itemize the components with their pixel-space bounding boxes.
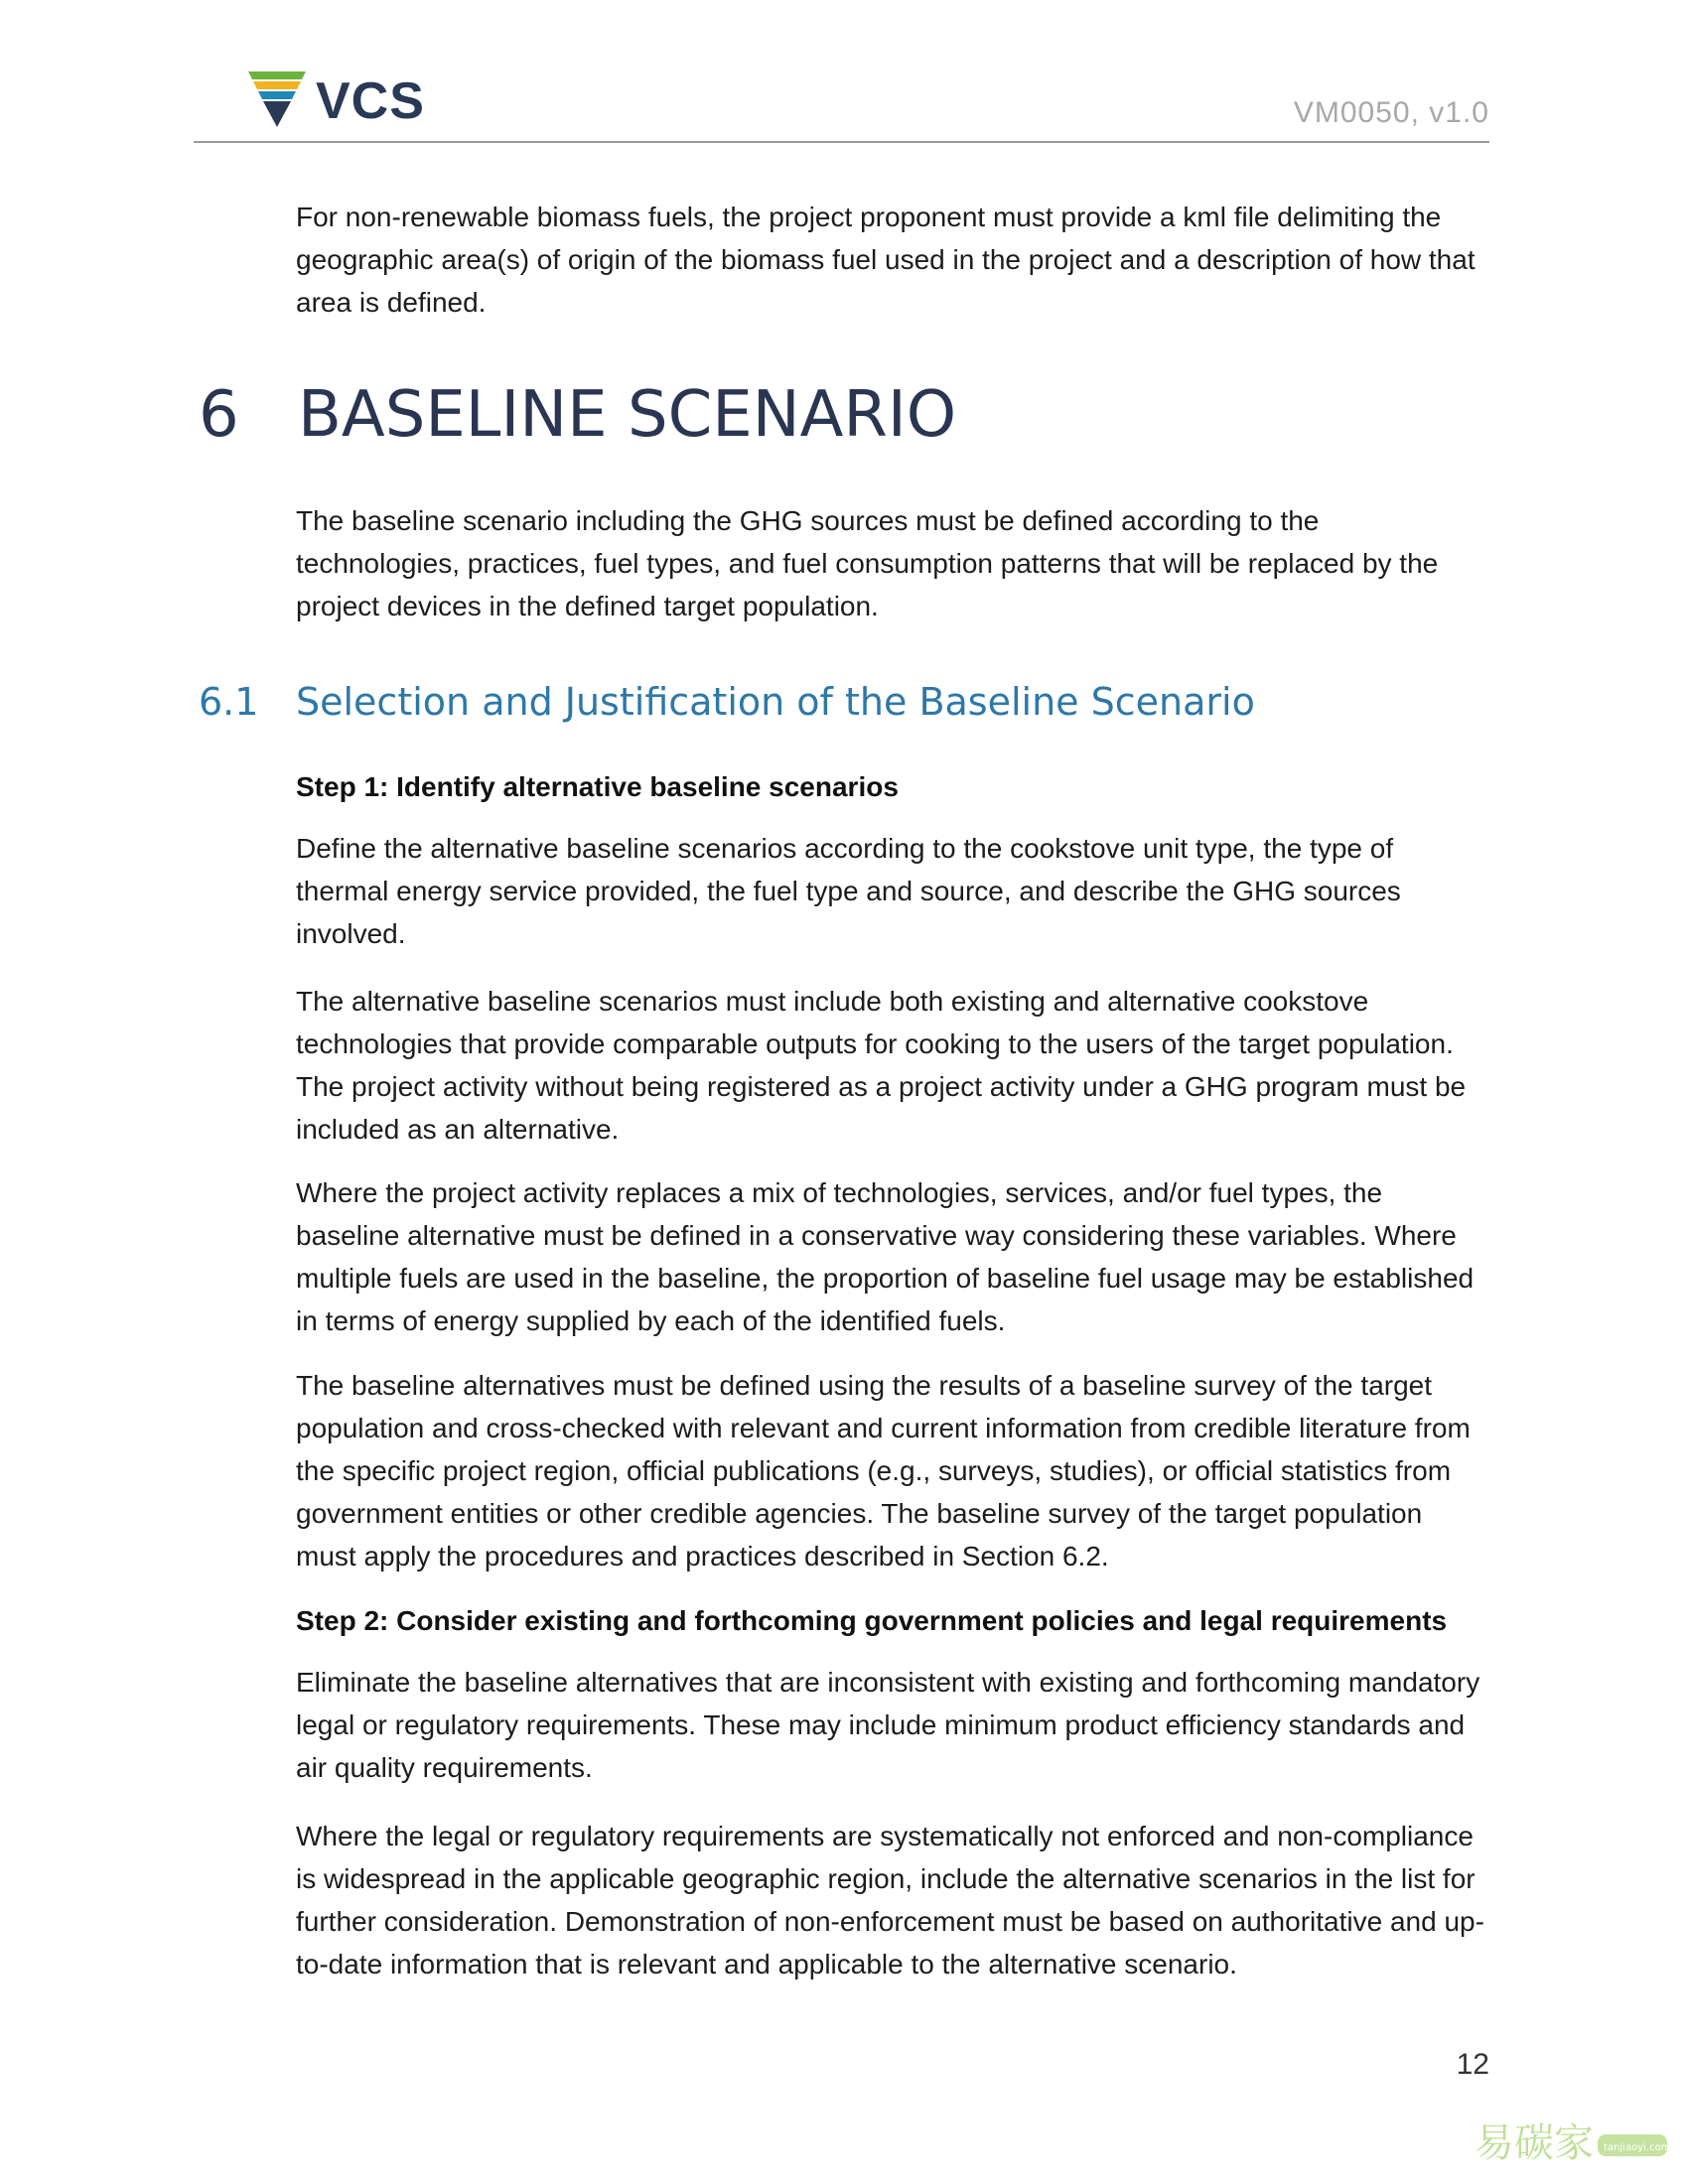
document-code: VM0050, v1.0: [1293, 96, 1489, 129]
logo-text: VCS: [316, 72, 425, 130]
step1-paragraph: The baseline alternatives must be defined using the results of a baseline survey of the target population and cross-checked with relevant and current information from credible literature from the specific project region, official publications (e.g., surveys, studies), or official statistics from government entities or other credible agencies. The baseline survey of the target population must apply the procedures and practices described in Section 6.2.: [296, 1370, 1471, 1571]
step1-heading-block: [296, 765, 1489, 808]
watermark-subtext: tanjiaoyi.com: [1604, 2142, 1671, 2153]
subsection-heading: [199, 677, 1255, 727]
intro-block: [296, 196, 1489, 324]
step2-heading: Step 2: Consider existing and forthcoming government policies and legal requirements: [296, 1605, 1448, 1636]
step2-p1-block: [296, 1661, 1489, 1789]
section-number: 6: [199, 378, 239, 452]
intro-paragraph: For non-renewable biomass fuels, the project proponent must provide a kml file delimiting the geographic area(s) of origin of the biomass fuel used in the project and a description of how that area is defined.: [296, 202, 1476, 318]
section-title: BASELINE SCENARIO: [298, 378, 957, 452]
step1-p2-block: [296, 980, 1489, 1151]
step1-paragraph: The alternative baseline scenarios must include both existing and alternative cookstove technologies that provide comparable outputs for cooking to the users of the target population. The project activity without being registered as a project activity under a GHG program must be included as an alternative.: [296, 986, 1467, 1145]
section-intro-block: [296, 499, 1489, 627]
watermark-logo: [1475, 2113, 1673, 2172]
step1-heading: Step 1: Identify alternative baseline scenarios: [296, 771, 899, 802]
vcs-logo-mark-icon: [248, 68, 310, 127]
step1-p3-block: [296, 1171, 1489, 1342]
page-header: [194, 62, 1489, 143]
subsection-title: Selection and Justification of the Baseline Scenario: [296, 680, 1255, 724]
page-number: 12: [1456, 2048, 1489, 2081]
step2-heading-block: [296, 1599, 1489, 1642]
step2-p2-block: [296, 1815, 1489, 1985]
watermark-text: 易碳家: [1475, 2120, 1594, 2166]
subsection-number: 6.1: [199, 680, 259, 724]
section-paragraph: The baseline scenario including the GHG sources must be defined according to the technologies, practices, fuel types, and fuel consumption patterns that will be replaced by the project devices in the defined target population.: [296, 505, 1439, 621]
vcs-logo: [248, 68, 437, 130]
section-heading: [199, 375, 956, 455]
step2-paragraph: Eliminate the baseline alternatives that are inconsistent with existing and forthcoming mandatory legal or regulatory requirements. These may include minimum product efficiency standards and air quality requirements.: [296, 1667, 1480, 1783]
step2-paragraph: Where the legal or regulatory requirements are systematically not enforced and non-compliance is widespread in the applicable geographic region, include the alternative scenarios in the list for further consideration. Demonstration of non-enforcement must be based on authoritative and up-to-date information that is relevant and applicable to the alternative scenario.: [296, 1821, 1484, 1979]
step1-p1-block: [296, 827, 1489, 955]
step1-p4-block: [296, 1364, 1489, 1577]
step1-paragraph: Where the project activity replaces a mix of technologies, services, and/or fuel types, the baseline alternative must be defined in a conservative way considering these variables. Where multiple fuels are used in the baseline, the proportion of baseline fuel usage may be established in terms of energy supplied by each of the identified fuels.: [296, 1177, 1475, 1336]
step1-paragraph: Define the alternative baseline scenarios according to the cookstove unit type, the type of thermal energy service provided, the fuel type and source, and describe the GHG sources involved.: [296, 833, 1401, 949]
